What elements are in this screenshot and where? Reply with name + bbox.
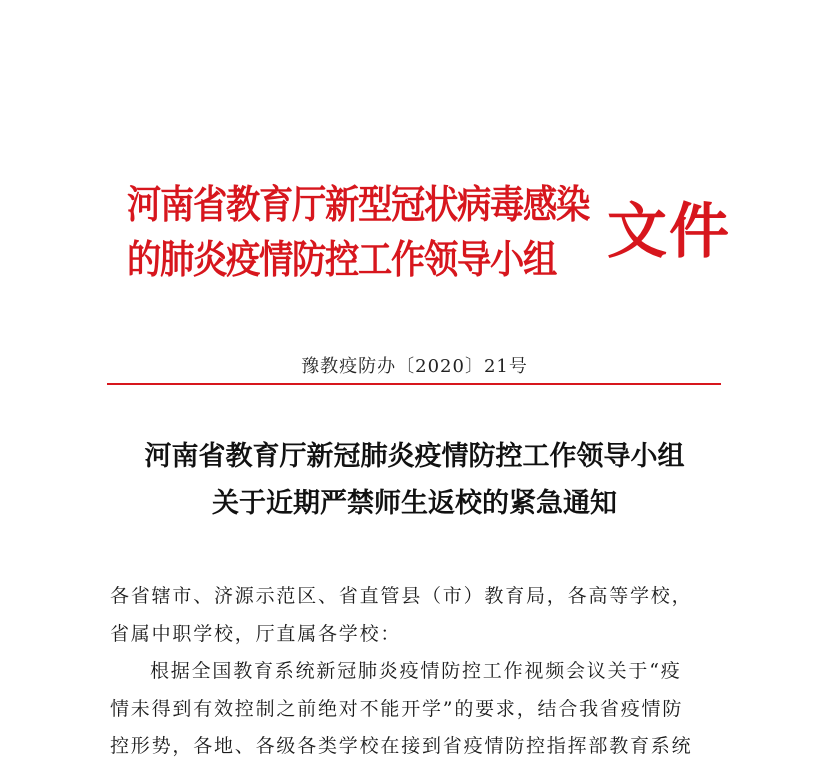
body-line-addressee-1: 各省辖市、济源示范区、省直管县（市）教育局，各高等学校， [110, 585, 693, 607]
body-line-paragraph-1: 根据全国教育系统新冠肺炎疫情防控工作视频会议关于“疫 [150, 660, 682, 682]
document-title [0, 433, 829, 527]
title-line-1: 河南省教育厅新冠肺炎疫情防控工作领导小组 [144, 441, 685, 472]
masthead-line-2: 的肺炎疫情防控工作领导小组 [127, 237, 557, 283]
title-line-2: 关于近期严禁师生返校的紧急通知 [212, 488, 617, 519]
red-divider-line [107, 383, 721, 385]
masthead-suffix: 文件 [607, 197, 731, 267]
body-line-paragraph-2: 情未得到有效控制之前绝对不能开学”的要求，结合我省疫情防 [110, 697, 684, 720]
body-line-addressee-2: 省属中职学校，厅直属各学校： [110, 622, 402, 645]
document-body [110, 578, 720, 766]
body-line-paragraph-3: 控形势，各地、各级各类学校在接到省疫情防控指挥部教育系统 [110, 735, 693, 757]
masthead-issuer [127, 178, 590, 288]
masthead-line-1: 河南省教育厅新型冠状病毒感染 [127, 182, 590, 228]
document-number: 豫教疫防办〔2020〕21号 [301, 356, 528, 377]
